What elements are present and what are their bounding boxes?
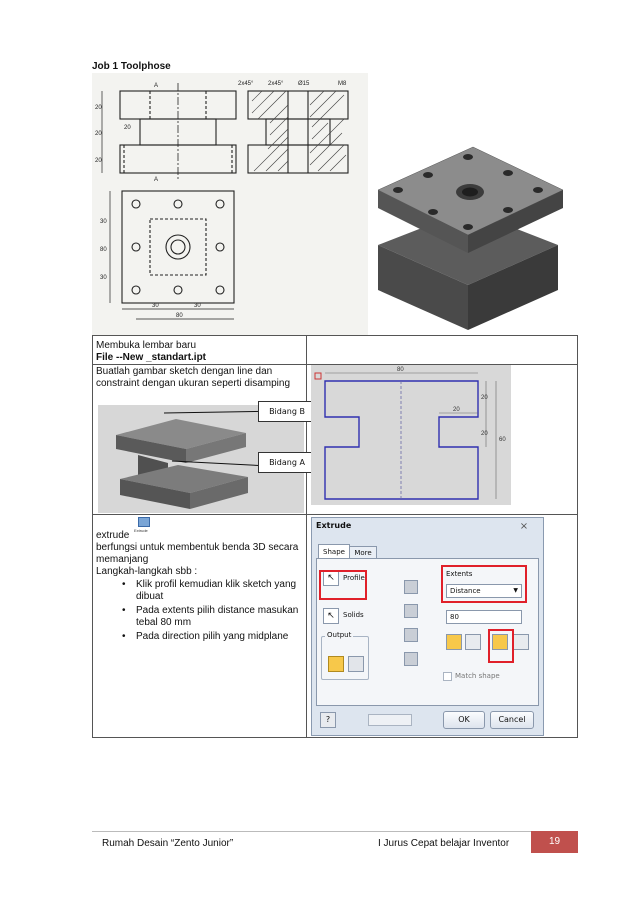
join-icon[interactable] bbox=[404, 580, 418, 594]
tab-more[interactable]: More bbox=[349, 546, 377, 560]
output-label: Output bbox=[327, 631, 352, 639]
dim-plan-left-1: 30 bbox=[100, 219, 107, 225]
chevron-down-icon: ▼ bbox=[513, 587, 518, 594]
extrude-icon-caption: Extrude bbox=[134, 528, 148, 533]
row3-heading: extrude bbox=[96, 530, 130, 541]
profile-label[interactable]: Profile bbox=[343, 574, 365, 582]
dim-top-3: Ø15 bbox=[298, 81, 310, 87]
footer-right: I Jurus Cepat belajar Inventor bbox=[378, 838, 510, 849]
row3-steps-title: Langkah-langkah sbb : bbox=[96, 566, 198, 577]
footer-left: Rumah Desain “Zento Junior” bbox=[102, 838, 234, 849]
callout-bidang-a: Bidang A bbox=[258, 452, 316, 473]
step-item: • Pada direction pilih yang midplane bbox=[136, 631, 322, 643]
direction-flipped-icon[interactable] bbox=[465, 634, 481, 650]
technical-drawing bbox=[92, 73, 368, 335]
page-number: 19 bbox=[531, 831, 578, 853]
distance-input[interactable] bbox=[446, 610, 522, 624]
intersect-icon[interactable] bbox=[404, 628, 418, 642]
dim-plan-bottom-2: 30 bbox=[194, 303, 201, 309]
extrude-icon bbox=[138, 517, 150, 527]
extrude-dialog bbox=[311, 517, 544, 736]
direction-asymmetric-icon[interactable] bbox=[513, 634, 529, 650]
dialog-close-button[interactable]: × bbox=[519, 521, 529, 532]
dim-inner: 20 bbox=[124, 125, 131, 131]
ok-button[interactable]: OK bbox=[443, 711, 485, 729]
dim-plan-bottom-3: 80 bbox=[176, 313, 183, 319]
extents-select-value: Distance bbox=[450, 587, 481, 595]
table-column-divider bbox=[306, 335, 307, 738]
section-label-bottom: A bbox=[154, 177, 159, 183]
step-item: • Pada extents pilih distance masukan tebal 80 mm bbox=[136, 605, 322, 629]
tab-shape[interactable]: Shape bbox=[318, 544, 350, 559]
section-label-top: A bbox=[154, 83, 159, 89]
dim-left-1: 20 bbox=[95, 105, 102, 111]
isometric-render bbox=[368, 135, 578, 335]
step-item: • Klik profil kemudian klik sketch yang dibuat bbox=[136, 579, 322, 603]
dim-top-2: 2x45° bbox=[268, 81, 284, 87]
dim-plan-bottom-1: 30 bbox=[152, 303, 159, 309]
output-surface-button[interactable] bbox=[348, 656, 364, 672]
solids-label[interactable]: Solids bbox=[343, 611, 364, 619]
sketch-screenshot bbox=[311, 365, 511, 505]
row2-text: Buatlah gambar sketch dengan line dan constraint dengan ukuran seperti disamping bbox=[96, 366, 291, 389]
callout-bidang-b: Bidang B bbox=[258, 401, 316, 422]
dim-left-3: 20 bbox=[95, 158, 102, 164]
match-shape-label: Match shape bbox=[455, 672, 500, 680]
cancel-button[interactable]: Cancel bbox=[490, 711, 534, 729]
direction-default-icon[interactable] bbox=[446, 634, 462, 650]
help-icon[interactable]: ? bbox=[320, 712, 336, 728]
cut-icon[interactable] bbox=[404, 604, 418, 618]
row3-desc: berfungsi untuk membentuk benda 3D secara memanjang bbox=[96, 542, 299, 565]
output-solid-button[interactable] bbox=[328, 656, 344, 672]
footer-rule bbox=[92, 831, 578, 832]
highlight-extents bbox=[441, 565, 527, 603]
job-title: Job 1 Toolphose bbox=[92, 61, 171, 72]
profile-cursor-icon[interactable]: ↖ bbox=[323, 570, 339, 586]
row1-line1: Membuka lembar baru bbox=[96, 340, 197, 351]
dim-top-4: M8 bbox=[338, 81, 347, 87]
match-shape-checkbox[interactable] bbox=[443, 672, 452, 681]
dim-top-1: 2x45° bbox=[238, 81, 254, 87]
dim-left-2: 20 bbox=[95, 131, 102, 137]
dialog-title: Extrude bbox=[316, 521, 352, 530]
extents-label: Extents bbox=[446, 570, 473, 578]
new-solid-icon[interactable] bbox=[404, 652, 418, 666]
dim-plan-left-2: 80 bbox=[100, 247, 107, 253]
sketch-dim-1: 80 bbox=[397, 367, 404, 373]
sketch-dim-2: 20 bbox=[453, 407, 460, 413]
distance-input-value: 80 bbox=[450, 613, 459, 621]
sketch-dim-4: 20 bbox=[481, 431, 488, 437]
row3-steps-list bbox=[106, 579, 322, 643]
highlight-midplane bbox=[488, 629, 514, 663]
row1-line2: File --New _standart.ipt bbox=[96, 352, 207, 363]
solids-cursor-icon[interactable]: ↖ bbox=[323, 608, 339, 624]
preview-toggle[interactable] bbox=[368, 714, 412, 726]
sketch-dim-5: 60 bbox=[499, 437, 506, 443]
table-row-divider bbox=[92, 514, 578, 515]
sketch-dim-3: 20 bbox=[481, 395, 488, 401]
highlight-profile bbox=[319, 570, 367, 600]
dim-plan-left-3: 30 bbox=[100, 275, 107, 281]
